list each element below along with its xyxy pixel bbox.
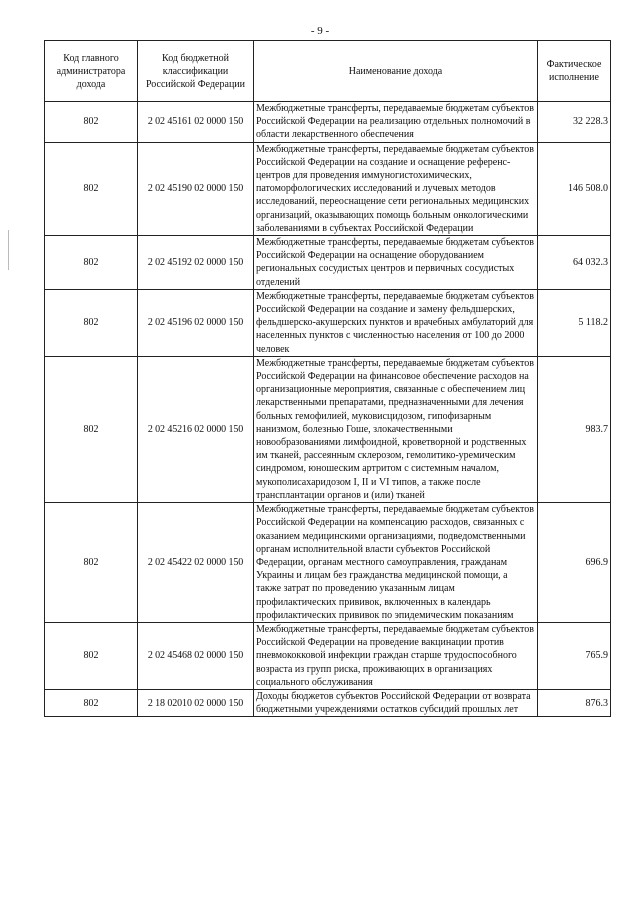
scan-margin-mark [8, 230, 9, 270]
table-header-row [45, 41, 611, 102]
header-admin-code: Код главного администратора дохода [45, 41, 138, 102]
table-row [45, 289, 611, 356]
amount-cell: 5 118.2 [538, 289, 611, 356]
bk-code-cell: 2 02 45468 02 0000 150 [138, 622, 254, 689]
header-revenue-name: Наименование дохода [254, 41, 538, 102]
bk-code-cell: 2 02 45196 02 0000 150 [138, 289, 254, 356]
table-row [45, 356, 611, 502]
amount-cell: 696.9 [538, 503, 611, 623]
bk-code-cell: 2 02 45422 02 0000 150 [138, 503, 254, 623]
table-row [45, 622, 611, 689]
bk-code-cell: 2 02 45216 02 0000 150 [138, 356, 254, 502]
amount-cell: 983.7 [538, 356, 611, 502]
admin-code-cell: 802 [45, 503, 138, 623]
admin-code-cell: 802 [45, 236, 138, 290]
admin-code-cell: 802 [45, 356, 138, 502]
header-bk-code: Код бюджетной классификации Российской Федерации [138, 41, 254, 102]
amount-cell: 765.9 [538, 622, 611, 689]
revenue-name-cell: Межбюджетные трансферты, передаваемые бюджетам субъектов Российской Федерации на компенсацию расходов, связанных с оказанием медицинскими организациями, подведомственными органам исполнительной власти субъектов Российской Федерации, органам местного самоуправления, гражданам Украины и лицам без гражданства медицинской помощи, а также затрат по проведению указанным лицам профилактических прививок, включенных в календарь профилактических прививок по эпидемическим показаниям [254, 503, 538, 623]
table-row [45, 689, 611, 716]
revenue-name-cell: Межбюджетные трансферты, передаваемые бюджетам субъектов Российской Федерации на оснащение оборудованием региональных сосудистых центров и первичных сосудистых отделений [254, 236, 538, 290]
revenue-table [44, 40, 611, 717]
bk-code-cell: 2 02 45161 02 0000 150 [138, 102, 254, 143]
header-actual-amount: Фактическое исполнение [538, 41, 611, 102]
revenue-name-cell: Доходы бюджетов субъектов Российской Федерации от возврата бюджетными учреждениями остатков субсидий прошлых лет [254, 689, 538, 716]
bk-code-cell: 2 18 02010 02 0000 150 [138, 689, 254, 716]
admin-code-cell: 802 [45, 142, 138, 235]
revenue-name-cell: Межбюджетные трансферты, передаваемые бюджетам субъектов Российской Федерации на проведение вакцинации против пневмококковой инфекции граждан старше трудоспособного возраста из групп риска, проживающих в организациях социального обслуживания [254, 622, 538, 689]
bk-code-cell: 2 02 45190 02 0000 150 [138, 142, 254, 235]
revenue-name-cell: Межбюджетные трансферты, передаваемые бюджетам субъектов Российской Федерации на создание и оснащение референс-центров для проведения иммуногистохимических, патоморфологических исследований и лучевых методов исследований, переоснащение сети региональных медицинских организаций, оказывающих помощь больным онкологическими заболеваниями в субъектах Российской Федерации [254, 142, 538, 235]
revenue-name-cell: Межбюджетные трансферты, передаваемые бюджетам субъектов Российской Федерации на финансовое обеспечение расходов на организационные мероприятия, связанные с обеспечением лиц лекарственными препаратами, предназначенными для лечения больных гемофилией, муковисцидозом, гипофизарным нанизмом, болезнью Гоше, злокачественными новообразованиями лимфоидной, кроветворной и родственных им тканей, рассеянным склерозом, гемолитико-уремическим синдромом, юношеским артритом с системным началом, мукополисахаридозом I, II и VI типов, а также после трансплантации органов и (или) тканей [254, 356, 538, 502]
amount-cell: 64 032.3 [538, 236, 611, 290]
admin-code-cell: 802 [45, 622, 138, 689]
table-row [45, 102, 611, 143]
amount-cell: 146 508.0 [538, 142, 611, 235]
revenue-name-cell: Межбюджетные трансферты, передаваемые бюджетам субъектов Российской Федерации на реализацию отдельных полномочий в области лекарственного обеспечения [254, 102, 538, 143]
amount-cell: 32 228.3 [538, 102, 611, 143]
bk-code-cell: 2 02 45192 02 0000 150 [138, 236, 254, 290]
page-number: - 9 - [310, 25, 330, 37]
table-row [45, 236, 611, 290]
table-row [45, 503, 611, 623]
table-row [45, 142, 611, 235]
admin-code-cell: 802 [45, 689, 138, 716]
admin-code-cell: 802 [45, 289, 138, 356]
admin-code-cell: 802 [45, 102, 138, 143]
revenue-name-cell: Межбюджетные трансферты, передаваемые бюджетам субъектов Российской Федерации на создание и замену фельдшерских, фельдшерско-акушерских пунктов и врачебных амбулаторий для населенных пунктов с численностью населения от 100 до 2000 человек [254, 289, 538, 356]
amount-cell: 876.3 [538, 689, 611, 716]
